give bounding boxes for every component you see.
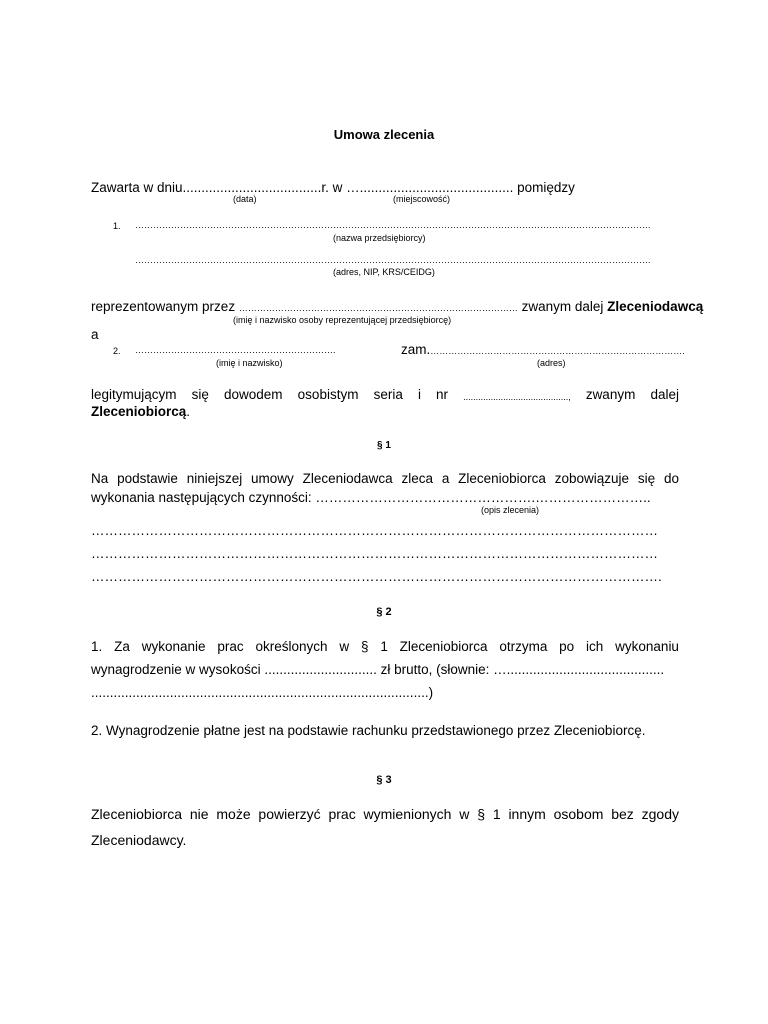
para1-word: niniejszej — [186, 471, 243, 486]
para3-line1 — [91, 807, 679, 821]
place-caption: (miejscowość) — [393, 194, 451, 204]
para2-word: wykonaniu — [615, 639, 679, 654]
para2-word: określonych — [255, 639, 328, 654]
para3-word: innym — [508, 806, 546, 822]
representative-role: Zleceniodawcą — [607, 299, 704, 314]
legitimacy-word: się — [191, 387, 209, 402]
intro-line: Zawarta w dniu.....................................r. w …......................................... pomiędzy — [91, 180, 575, 195]
para2-word: § — [360, 639, 369, 654]
para3-word: może — [216, 806, 251, 822]
para2-word: 1 — [380, 639, 388, 654]
para3-word: prac — [328, 806, 356, 822]
party1-name-line: ………………………………………………………………………………………………………………………………………………………. — [135, 221, 651, 230]
para2-word: 1. — [91, 639, 103, 654]
para1-word: się — [637, 471, 656, 486]
para3-word: § — [477, 806, 486, 822]
para3-word: zgody — [641, 806, 679, 822]
party2-address-caption: (adres) — [537, 358, 566, 368]
task-description-dots-3: ………………………………………………………………………………………………………………. — [91, 570, 662, 584]
legitimacy-word: legitymującym — [91, 387, 177, 402]
para2-point2: 2. Wynagrodzenie płatne jest na podstawie rachunku przedstawionego przez Zleceniobiorcę. — [91, 723, 646, 738]
party1-address-caption: (adres, NIP, KRS/CEIDG) — [333, 267, 435, 277]
party2-zam-label: zam. — [401, 342, 431, 357]
section-1-heading: § 1 — [377, 440, 391, 451]
para1-word: do — [663, 471, 679, 486]
task-description-caption: (opis zlecenia) — [481, 505, 540, 515]
para2-word: prac — [217, 639, 244, 654]
section-3-heading: § 3 — [376, 774, 392, 786]
para3-word: Zleceniobiorca — [91, 806, 183, 822]
legitimacy-word: zwanym — [585, 387, 636, 402]
para3-word: osobom — [553, 806, 604, 822]
party2-zam — [401, 343, 685, 357]
para3-word: nie — [189, 806, 209, 822]
representative-prefix: reprezentowanym przez — [91, 299, 236, 314]
task-description-dots-2: ……………………………………………………………………………………………………………… — [91, 547, 658, 561]
legitimacy-word: dalej — [650, 387, 679, 402]
representative-suffix: zwanym dalej — [521, 299, 604, 314]
para3-word: powierzyć — [258, 806, 321, 822]
legitimacy-word: dowodem — [224, 387, 283, 402]
para3-word: 1 — [492, 806, 501, 822]
legitimacy-word: seria — [373, 387, 403, 402]
document-title: Umowa zlecenia — [333, 127, 435, 142]
para2-word: po — [559, 639, 575, 654]
task-description-dots-1: ……………………………………………………………………………………………………………… — [91, 524, 658, 538]
representative-line — [91, 300, 703, 314]
legitimacy-word: i — [417, 387, 421, 402]
party2-number: 2. — [113, 346, 121, 356]
para1-word: Na — [91, 471, 109, 486]
para1-word: Zleceniobiorca — [458, 471, 546, 486]
party1-name-caption: (nazwa przedsiębiorcy) — [333, 233, 426, 243]
legitimacy-role: Zleceniobiorcą — [91, 404, 187, 419]
para2-word: Za — [114, 639, 130, 654]
para2-line3: ..........................................................................................) — [91, 685, 434, 700]
para3-word: bez — [611, 806, 634, 822]
para1-line1 — [91, 472, 679, 486]
legitimacy-end: . — [186, 404, 191, 419]
party2-name-caption: (imię i nazwisko) — [216, 358, 283, 368]
para2-word: ich — [586, 639, 604, 654]
and-word: a — [91, 327, 99, 342]
para2-word: w — [339, 639, 350, 654]
date-caption: (data) — [233, 194, 257, 204]
id-number-dots: .........................................., — [463, 391, 571, 402]
para1-word: podstawie — [117, 471, 178, 486]
para1-line2: wykonania następujących czynności: ………………………………………….…………………….. — [91, 491, 651, 505]
representative-caption: (imię i nazwisko osoby reprezentującej przedsiębiorcę) — [233, 315, 452, 325]
para3-line2: Zleceniodawcy. — [91, 832, 187, 848]
para1-word: a — [441, 471, 450, 486]
para1-word: Zleceniodawca — [302, 471, 393, 486]
para1-word: umowy — [251, 471, 294, 486]
legitimacy-role-line — [91, 405, 190, 419]
para2-word: otrzyma — [499, 639, 548, 654]
para3-word: w — [459, 806, 470, 822]
party2-address-dots: …………………………………………………………………………. — [430, 346, 685, 356]
section-2-heading: § 2 — [376, 606, 392, 618]
para1-word: zleca — [401, 471, 433, 486]
legitimacy-word: nr — [436, 387, 449, 402]
legitimacy-word: osobistym — [297, 387, 359, 402]
para2-word: wykonanie — [141, 639, 206, 654]
party2-name-dots: …………………………………………………………. — [135, 345, 336, 355]
legitimacy-line — [91, 388, 679, 402]
para2-line2: wynagrodzenie w wysokości .............................. zł brutto, (słownie: ….......................................... — [91, 663, 665, 677]
party1-number: 1. — [113, 221, 121, 231]
party1-address-line: ………………………………………………………………………………………………………………………………………………………. — [135, 256, 651, 265]
para2-word: Zleceniobiorca — [399, 639, 488, 654]
para3-word: wymienionych — [363, 806, 452, 822]
para2-line1 — [91, 640, 679, 654]
para1-word: zobowiązuje — [554, 471, 630, 486]
representative-dots: ………………………………………………………………………………… — [238, 303, 518, 313]
